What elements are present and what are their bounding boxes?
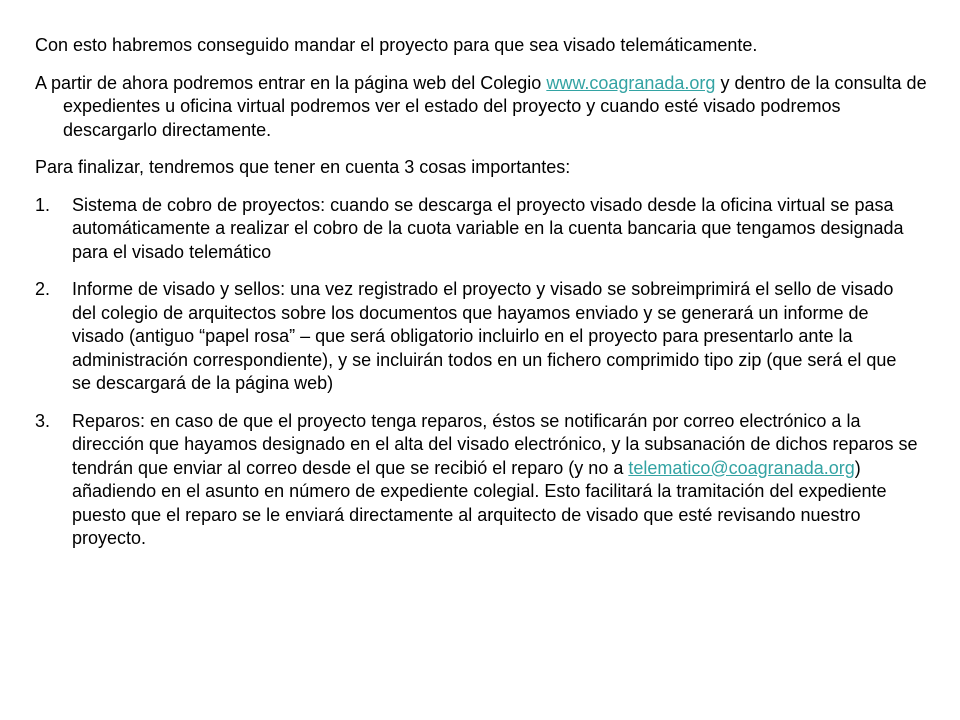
intro-paragraph-2-text-before: A partir de ahora podremos entrar en la página web del Colegio [35, 72, 547, 93]
list-item-text: Informe de visado y sellos: una vez registrado el proyecto y visado se sobreimprimirá el sello de visado del colegio de arquitectos sobre los documentos que hayamos enviado y se generará un informe de visado (antiguo “papel rosa” – que será obligatorio incluirlo en el proyecto para presentarlo ante la administración correspondiente), y se incluirán todos en un fichero comprimido tipo zip (que será el que se descargará de la página web) [72, 279, 897, 393]
list-item-number: 1. [35, 194, 51, 215]
list-item-billing [35, 194, 930, 265]
list-item-number: 2. [35, 279, 51, 299]
list-item-report-seals [35, 278, 930, 396]
list-item-text [72, 410, 930, 551]
telematico-email-link[interactable]: telematico@coagranada.org [628, 457, 855, 478]
intro-paragraph-1 [35, 34, 930, 58]
intro-paragraph-3 [35, 156, 930, 180]
list-item-objections [35, 410, 930, 551]
list-item-text-before: Reparos: en caso de que el proyecto tenga reparos, éstos se notificarán por correo electrónico a la dirección que hayamos designado en el alta del visado electrónico, y la subsanación de dichos reparos se tendrán que enviar al correo desde el que se recibió el reparo (y no a [72, 410, 918, 478]
list-item-text: Sistema de cobro de proyectos: cuando se descarga el proyecto visado desde la oficina virtual se pasa automáticamente a realizar el cobro de la cuota variable en la cuenta bancaria que tengamos designada para el visado telemático [72, 194, 904, 262]
intro-paragraph-3-text: Para finalizar, tendremos que tener en cuenta 3 cosas importantes: [35, 157, 571, 177]
coagranada-website-link[interactable]: www.coagranada.org [546, 72, 716, 93]
list-item-text-after: ) añadiendo en el asunto en número de expediente colegial. Esto facilitará la tramitación del expediente puesto que el reparo se le enviará directamente al arquitecto de visado que esté revisando nuestro proyecto. [72, 457, 887, 548]
intro-paragraph-1-text: Con esto habremos conseguido mandar el proyecto para que sea visado telemáticamente. [35, 35, 758, 55]
list-item-number: 3. [35, 410, 51, 431]
intro-paragraph-2 [35, 72, 930, 143]
intro-paragraph-2-text-after: y dentro de la consulta de expedientes u oficina virtual podremos ver el estado del proyecto y cuando esté visado podremos descargarlo directamente. [63, 72, 927, 140]
